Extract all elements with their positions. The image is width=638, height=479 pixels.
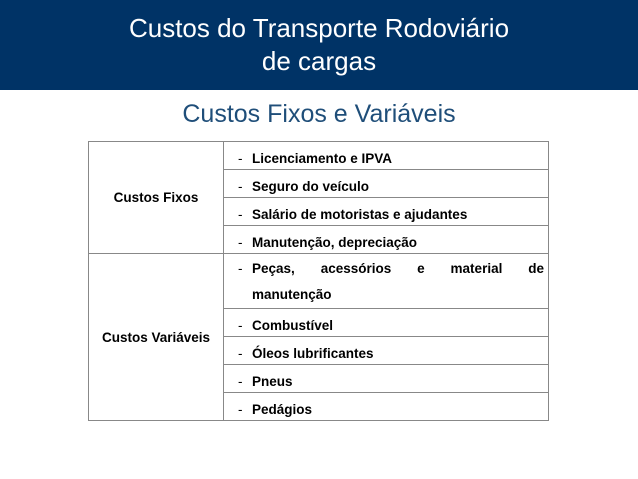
list-item — [224, 393, 549, 421]
fixed-costs-label: Custos Fixos — [89, 142, 224, 254]
item-text: Seguro do veículo — [252, 178, 370, 194]
list-item — [224, 226, 549, 254]
slide-subtitle: Custos Fixos e Variáveis — [182, 100, 456, 128]
item-text: Peças, acessórios e material de — [252, 260, 544, 276]
item-text: Licenciamento e IPVA — [252, 150, 393, 166]
list-item — [224, 309, 549, 337]
list-item — [224, 142, 549, 170]
item-text: Pedágios — [252, 401, 313, 417]
list-item — [224, 170, 549, 198]
bullet-dash: - — [238, 373, 243, 389]
list-item — [224, 365, 549, 393]
slide-title — [0, 12, 638, 78]
title-banner — [0, 0, 638, 90]
item-text: Manutenção, depreciação — [252, 234, 418, 250]
bullet-dash: - — [238, 234, 243, 250]
bullet-dash: - — [238, 260, 243, 276]
item-text: Óleos lubrificantes — [252, 345, 374, 361]
list-item — [224, 337, 549, 365]
table-row — [89, 254, 549, 309]
bullet-dash: - — [238, 178, 243, 194]
item-text-continuation: manutenção — [252, 286, 332, 302]
bullet-dash: - — [238, 206, 243, 222]
bullet-dash: - — [238, 317, 243, 333]
costs-table — [88, 141, 549, 421]
bullet-dash: - — [238, 345, 243, 361]
table-row — [89, 142, 549, 170]
item-text: Pneus — [252, 373, 293, 389]
variable-costs-label: Custos Variáveis — [89, 254, 224, 421]
list-item — [224, 198, 549, 226]
slide-title-line-2: de cargas — [261, 46, 377, 76]
slide-title-line-1: Custos do Transporte Rodoviário — [128, 13, 510, 43]
bullet-dash: - — [238, 150, 243, 166]
list-item — [224, 254, 549, 309]
bullet-dash: - — [238, 401, 243, 417]
item-text: Combustível — [252, 317, 334, 333]
item-text: Salário de motoristas e ajudantes — [252, 206, 468, 222]
